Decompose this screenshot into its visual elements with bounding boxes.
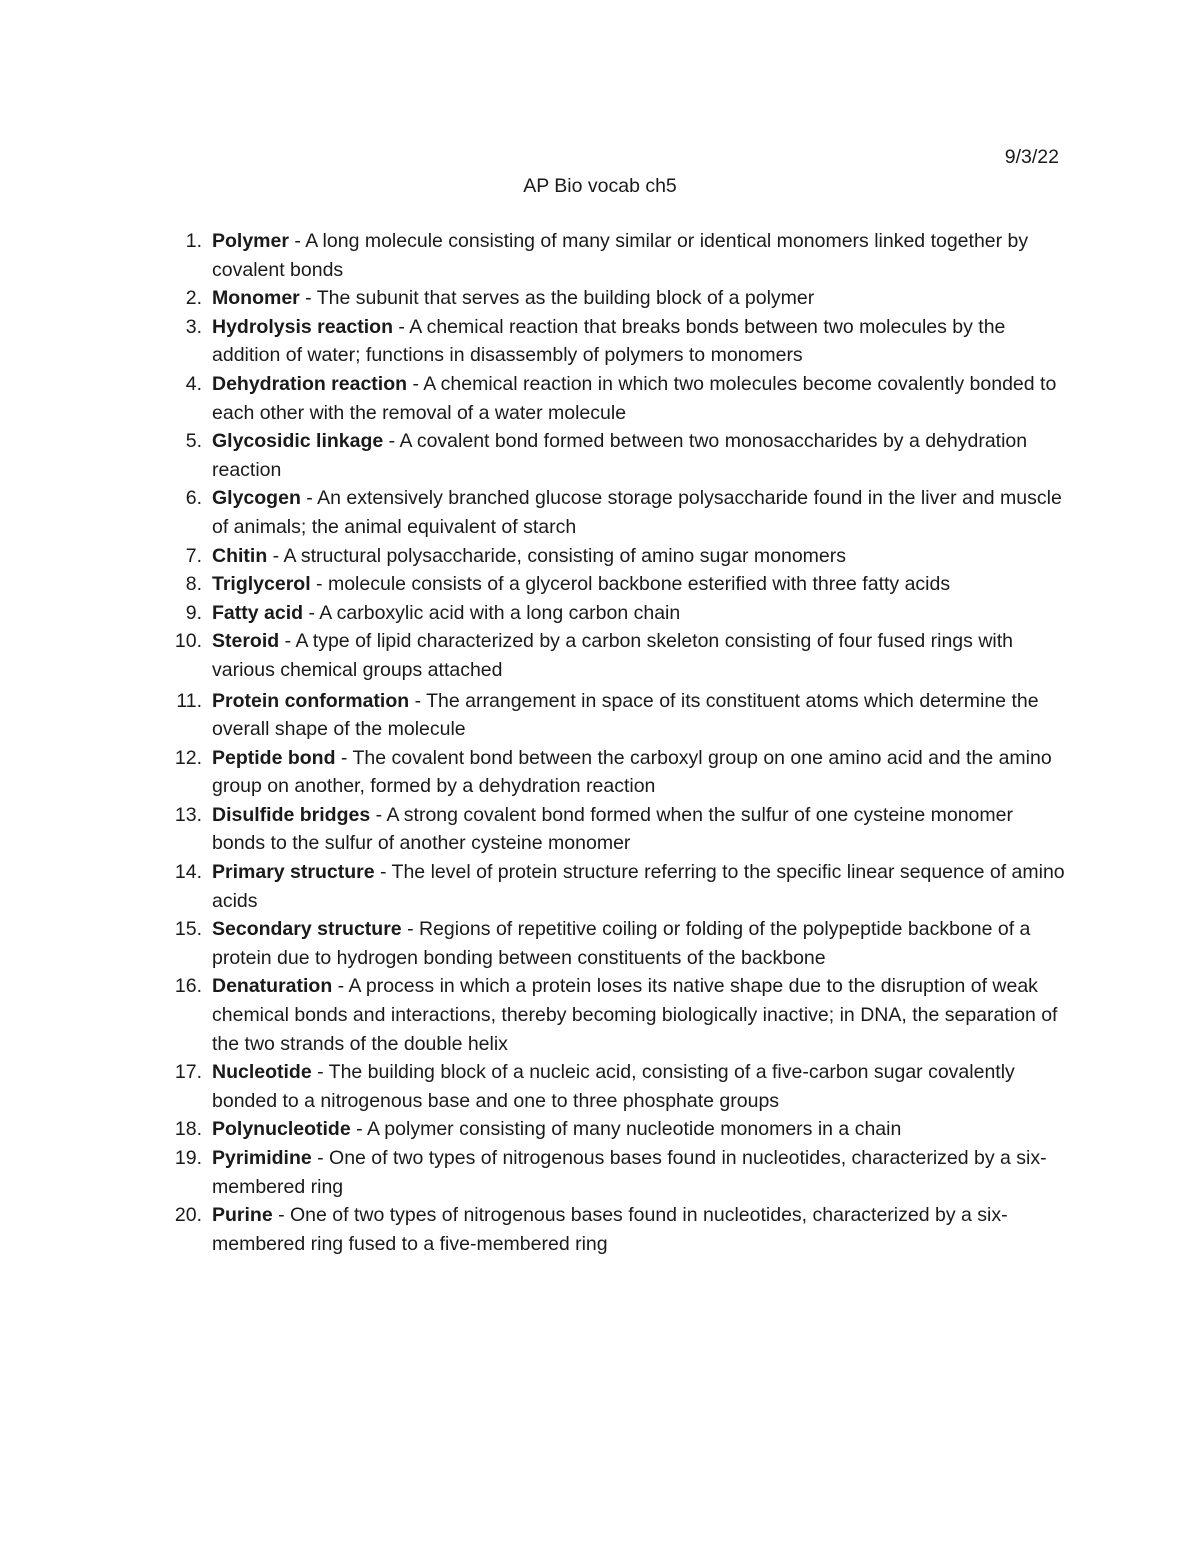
- vocab-term: Protein conformation: [212, 689, 410, 712]
- item-number: 5.: [185, 430, 202, 453]
- item-number: 15.: [174, 918, 202, 941]
- vocab-definition: - A process in which a protein loses its native shape due to the disruption of weak chemical bonds and interactions, thereby becoming biologically inactive; in DNA, the separation of the two strands of the double helix: [212, 975, 1058, 1055]
- vocab-item: [0, 484, 1200, 541]
- vocab-item: [0, 1144, 1200, 1201]
- vocab-definition: - The covalent bond between the carboxyl group on one amino acid and the amino group on another, formed by a dehydration reaction: [212, 746, 1052, 798]
- vocab-item: [0, 227, 1200, 284]
- item-number: 4.: [185, 372, 202, 395]
- item-number: 3.: [185, 315, 202, 338]
- vocab-item: [0, 427, 1200, 484]
- vocab-definition: - The arrangement in space of its constituent atoms which determine the overall shape of the molecule: [212, 689, 1039, 741]
- vocab-definition: - A polymer consisting of many nucleotide monomers in a chain: [350, 1118, 902, 1141]
- document-date: 9/3/22: [1004, 146, 1059, 168]
- item-number: 20.: [174, 1204, 202, 1227]
- vocab-definition: - One of two types of nitrogenous bases found in nucleotides, characterized by a six-membered ring: [212, 1147, 1047, 1198]
- item-number: 11.: [176, 689, 202, 712]
- vocab-term: Peptide bond: [212, 746, 336, 769]
- vocab-item: [0, 627, 1200, 684]
- vocab-term: Glycogen: [212, 487, 301, 510]
- vocab-item: [0, 1058, 1200, 1115]
- vocab-definition: - Regions of repetitive coiling or folding of the polypeptide backbone of a protein due to hydrogen bonding between constituents of the backbone: [212, 918, 1031, 969]
- vocab-term: Polynucleotide: [212, 1118, 351, 1141]
- vocab-item: [0, 801, 1200, 858]
- vocab-term: Fatty acid: [212, 601, 304, 624]
- vocab-definition: - A chemical reaction in which two molecules become covalently bonded to each other with the removal of a water molecule: [212, 372, 1057, 424]
- vocab-definition: - An extensively branched glucose storage polysaccharide found in the liver and muscle of animals; the animal equivalent of starch: [212, 487, 1062, 538]
- vocab-item: [0, 1115, 1200, 1144]
- vocab-term: Denaturation: [212, 975, 333, 998]
- vocab-term: Primary structure: [212, 861, 375, 884]
- vocab-definition: - A structural polysaccharide, consisting of amino sugar monomers: [267, 544, 846, 567]
- document-title: AP Bio vocab ch5: [523, 175, 677, 197]
- vocab-term: Glycosidic linkage: [212, 430, 384, 453]
- vocab-definition: - One of two types of nitrogenous bases found in nucleotides, characterized by a six-membered ring fused to a five-membered ring: [212, 1204, 1008, 1255]
- item-number: 18.: [174, 1118, 202, 1141]
- vocab-list: [0, 227, 1200, 1258]
- vocab-term: Polymer: [212, 230, 289, 252]
- vocab-item: [0, 972, 1200, 1058]
- vocab-item: [0, 599, 1200, 628]
- item-number: 12.: [174, 746, 202, 769]
- vocab-definition: - A type of lipid characterized by a carbon skeleton consisting of four fused rings with various chemical groups attached: [212, 630, 1013, 681]
- vocab-term: Pyrimidine: [212, 1147, 312, 1169]
- vocab-item: [0, 744, 1200, 801]
- vocab-definition: - A carboxylic acid with a long carbon chain: [303, 601, 681, 624]
- vocab-item: [0, 284, 1200, 313]
- vocab-definition: - A long molecule consisting of many similar or identical monomers linked together by covalent bonds: [212, 230, 1029, 281]
- item-number: 8.: [185, 573, 202, 596]
- vocab-term: Purine: [212, 1204, 273, 1227]
- vocab-item: [0, 858, 1200, 915]
- item-number: 2.: [185, 287, 202, 310]
- item-number: 6.: [185, 487, 202, 510]
- item-number: 14.: [174, 861, 202, 884]
- item-number: 17.: [174, 1061, 202, 1084]
- vocab-definition: - The building block of a nucleic acid, consisting of a five-carbon sugar covalently bonded to a nitrogenous base and one to three phosphate groups: [212, 1061, 1015, 1112]
- vocab-item: [0, 687, 1200, 744]
- vocab-item: [0, 542, 1200, 571]
- item-number: 16.: [174, 975, 202, 998]
- item-number: 13.: [174, 803, 202, 826]
- vocab-definition: - A covalent bond formed between two monosaccharides by a dehydration reaction: [212, 430, 1028, 481]
- vocab-item: [0, 915, 1200, 972]
- vocab-definition: - A strong covalent bond formed when the sulfur of one cysteine monomer bonds to the sulfur of another cysteine monomer: [212, 803, 1013, 855]
- vocab-term: Nucleotide: [212, 1061, 312, 1084]
- vocab-item: [0, 313, 1200, 370]
- vocab-term: Secondary structure: [212, 918, 402, 941]
- vocab-term: Dehydration reaction: [212, 372, 408, 395]
- item-number: 1.: [185, 230, 202, 252]
- vocab-term: Triglycerol: [212, 573, 311, 596]
- vocab-definition: - A chemical reaction that breaks bonds between two molecules by the addition of water; functions in disassembly of polymers to monomers: [212, 315, 1006, 367]
- vocab-term: Disulfide bridges: [212, 803, 371, 826]
- vocab-item: [0, 370, 1200, 427]
- item-number: 10.: [174, 630, 202, 653]
- item-number: 19.: [174, 1147, 202, 1169]
- item-number: 9.: [185, 601, 202, 624]
- vocab-item: [0, 1201, 1200, 1258]
- vocab-term: Steroid: [212, 630, 280, 653]
- vocab-definition: - The level of protein structure referring to the specific linear sequence of amino acids: [212, 861, 1065, 912]
- vocab-term: Hydrolysis reaction: [212, 315, 393, 338]
- vocab-term: Chitin: [212, 544, 268, 567]
- vocab-definition: - molecule consists of a glycerol backbone esterified with three fatty acids: [310, 573, 951, 596]
- vocab-item: [0, 570, 1200, 599]
- item-number: 7.: [185, 544, 202, 567]
- vocab-term: Monomer: [212, 287, 300, 310]
- vocab-definition: - The subunit that serves as the building block of a polymer: [299, 287, 815, 310]
